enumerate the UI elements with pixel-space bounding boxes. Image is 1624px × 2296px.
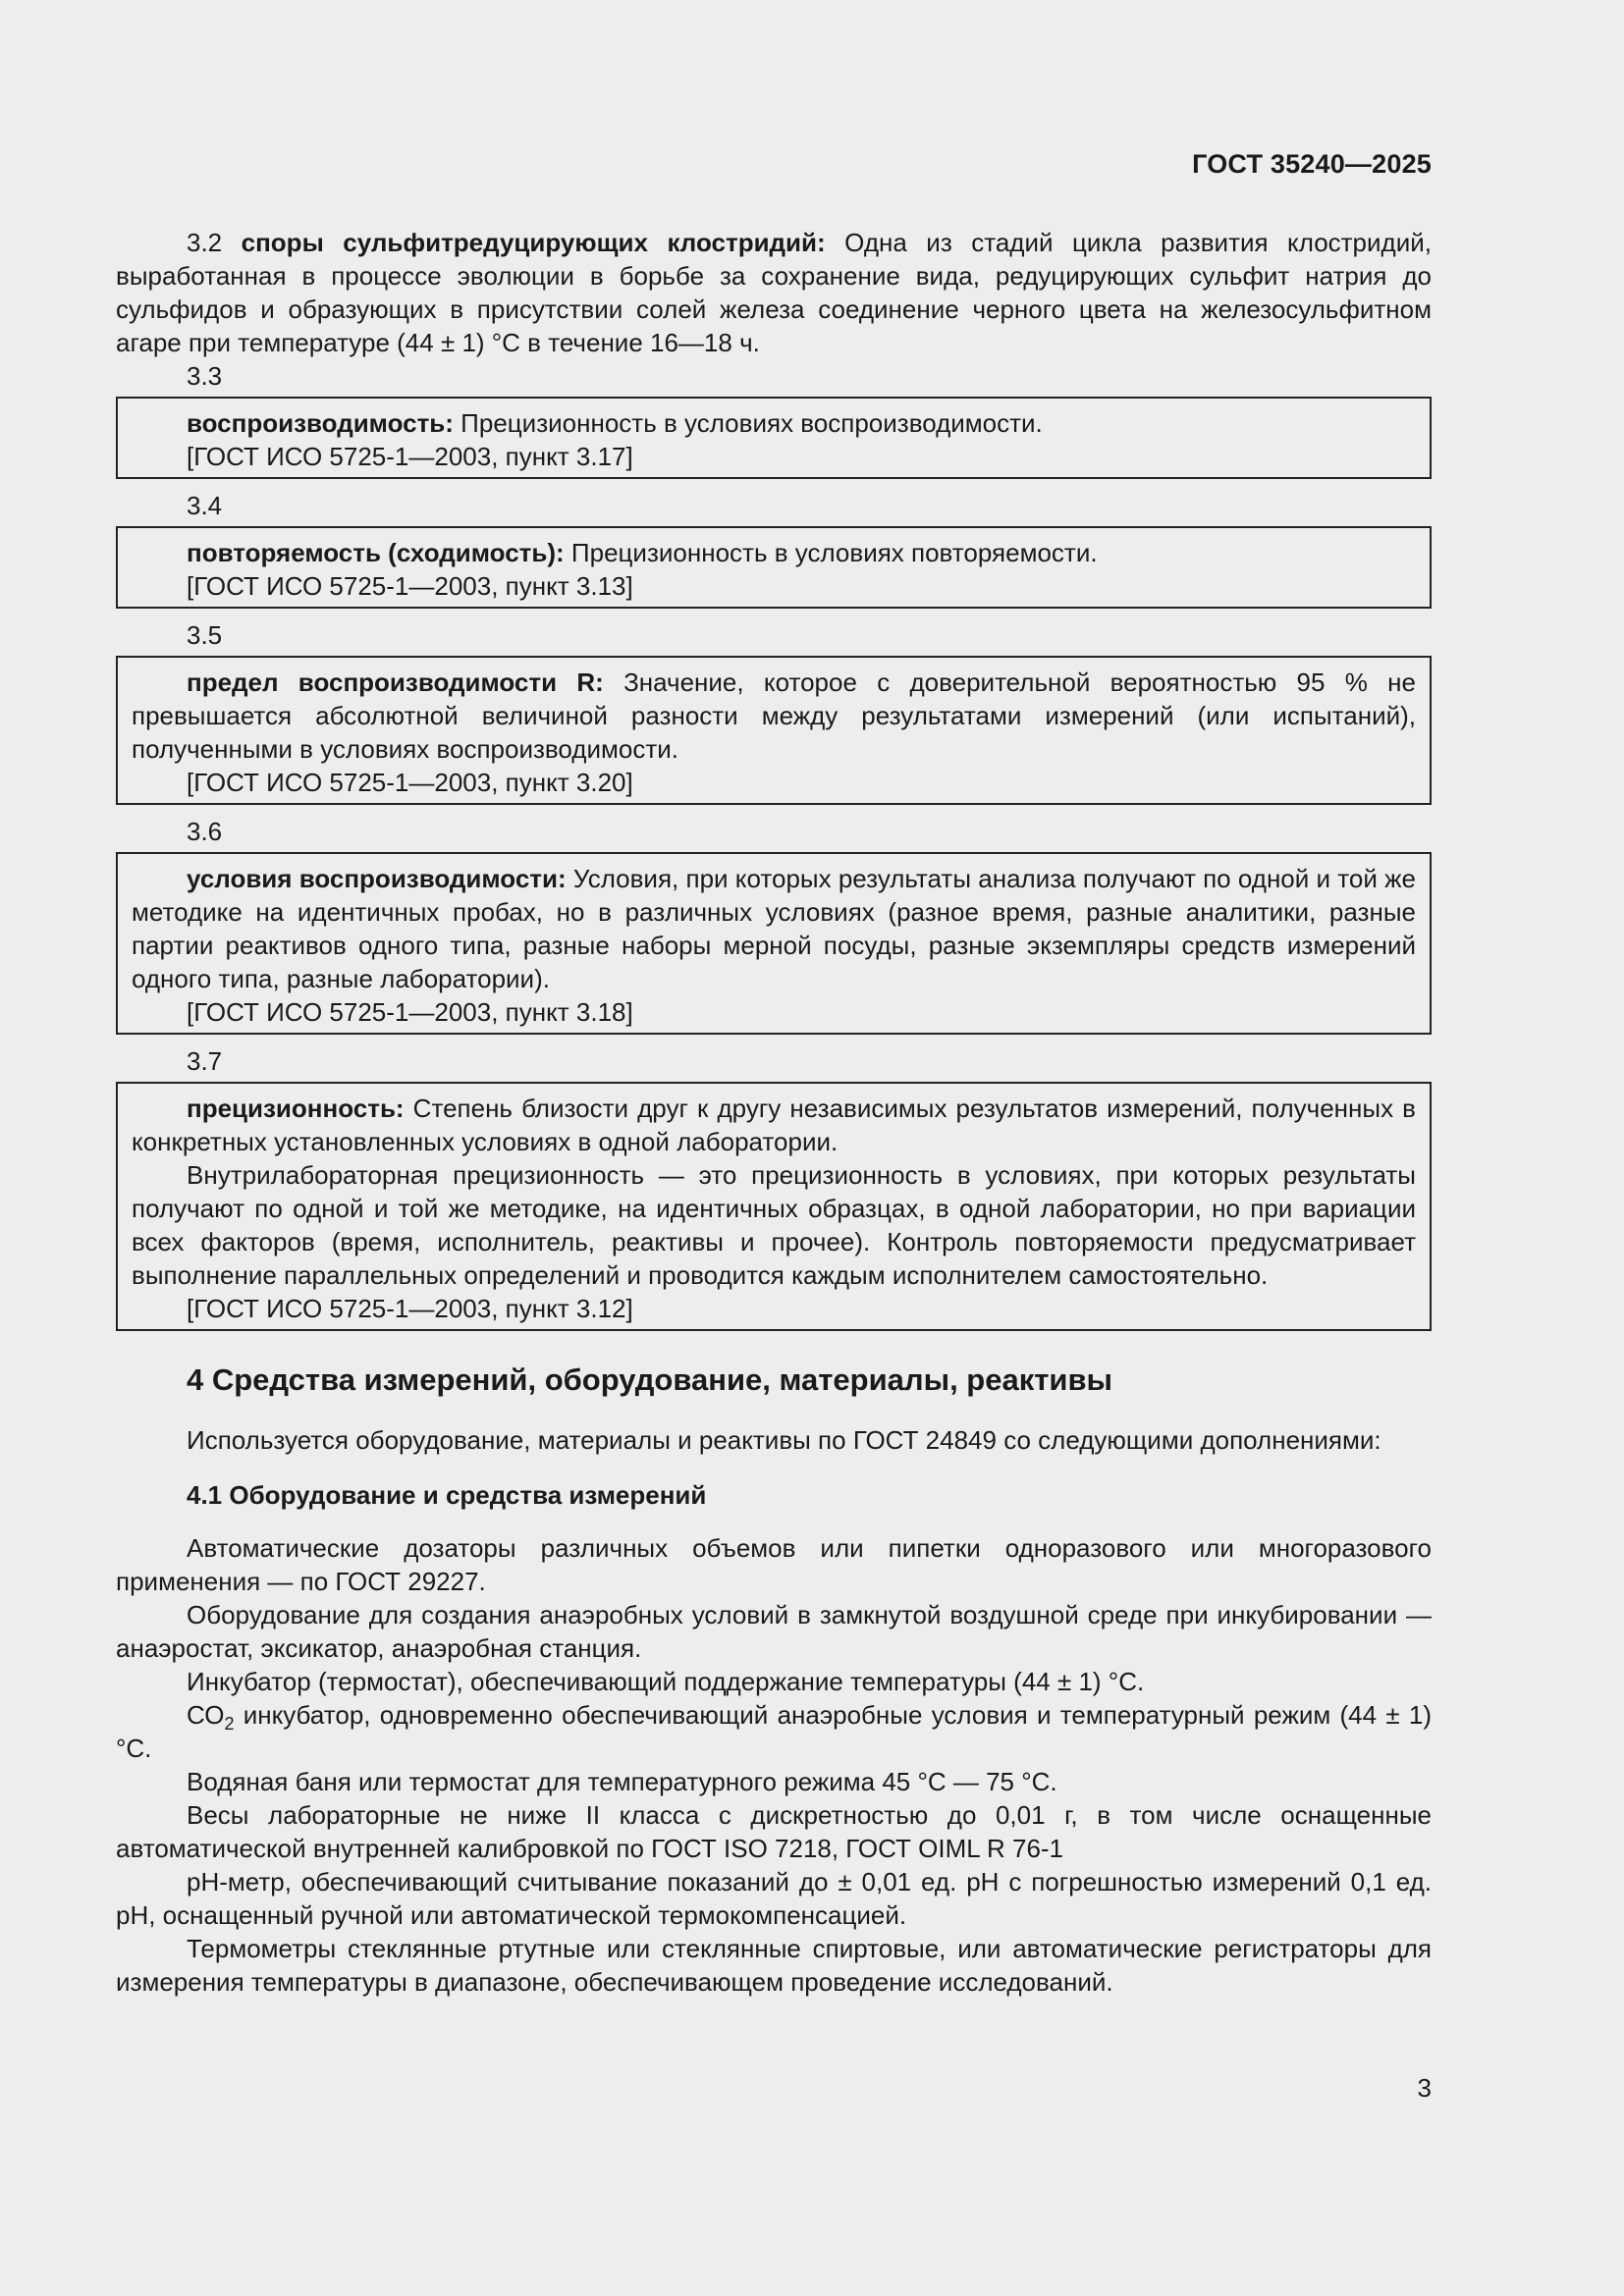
definition-source: [ГОСТ ИСО 5725-1—2003, пункт 3.20]	[187, 768, 633, 797]
clause-number-3-3: 3.3	[187, 361, 223, 391]
term-name: условия воспроизводимости:	[187, 864, 567, 893]
co2-subscript: 2	[224, 1714, 235, 1735]
equipment-item-ph-meter: pH-метр, обеспечивающий считывание показаний до ± 0,01 ед. pH с погрешностью измерений 0,1 ед. pH, оснащенный ручной или автоматической термокомпенсацией.	[116, 1867, 1432, 1930]
clause-number-3-6: 3.6	[187, 817, 223, 846]
equipment-item-water-bath: Водяная баня или термостат для температурного режима 45 °С — 75 °С.	[187, 1767, 1057, 1796]
definition-source: [ГОСТ ИСО 5725-1—2003, пункт 3.13]	[187, 571, 633, 601]
equipment-item-scales: Весы лабораторные не ниже II класса с дискретностью до 0,01 г, в том числе оснащенные автоматической внутренней калибровкой по ГОСТ ISO 7218, ГОСТ OIML R 76-1	[116, 1800, 1432, 1863]
definition-box-3-6	[116, 852, 1432, 1035]
term-name: предел воспроизводимости R:	[187, 667, 604, 697]
definition-text	[132, 406, 1416, 440]
co2-label: СО	[187, 1700, 225, 1730]
term-definition: Прецизионность в условиях воспроизводимости.	[453, 408, 1043, 438]
section-4-heading: 4 Средства измерений, оборудование, материалы, реактивы	[187, 1362, 1113, 1397]
subsection-4-1-heading: 4.1 Оборудование и средства измерений	[187, 1480, 707, 1510]
term-name: прецизионность:	[187, 1094, 405, 1123]
equipment-item-anaerobic: Оборудование для создания анаэробных условий в замкнутой воздушной среде при инкубировании — анаэростат, эксикатор, анаэробная станция.	[116, 1600, 1432, 1663]
definition-box-3-3	[116, 397, 1432, 479]
equipment-item-dispensers: Автоматические дозаторы различных объемов или пипетки одноразового или многоразового применения — по ГОСТ 29227.	[116, 1533, 1432, 1596]
term-definition: Значение, которое с доверительной вероятностью 95 % не превышается абсолютной величиной разности между результатами измерений (или испытаний), полученными в условиях воспроизводимости.	[132, 667, 1416, 764]
definition-text	[132, 862, 1416, 995]
clause-number-3-5: 3.5	[187, 620, 223, 650]
definition-3-2	[116, 226, 1432, 359]
term-definition: Степень близости друг к другу независимых результатов измерений, полученных в конкретных установленных условиях в одной лаборатории.	[132, 1094, 1416, 1156]
definition-box-3-5	[116, 656, 1432, 805]
clause-number-3-4: 3.4	[187, 491, 223, 520]
term-definition: Прецизионность в условиях повторяемости.	[564, 538, 1098, 567]
page-number: 3	[1417, 2073, 1432, 2103]
definition-text	[132, 666, 1416, 766]
clause-number: 3.2	[187, 228, 223, 257]
definition-text	[132, 536, 1416, 569]
definition-text	[132, 1092, 1416, 1158]
document-content	[116, 226, 1432, 1999]
term-definition: Условия, при которых результаты анализа получают по одной и той же методике на идентичных пробах, но в различных условиях (разное время, разные аналитики, разные партии реактивов одного типа, разные наборы мерной посуды, разные экземпляры средств измерений одного типа, разные лаборатории).	[132, 864, 1416, 993]
definition-source: [ГОСТ ИСО 5725-1—2003, пункт 3.12]	[187, 1294, 633, 1323]
definition-box-3-4	[116, 526, 1432, 609]
clause-number-3-7: 3.7	[187, 1046, 223, 1076]
definition-source: [ГОСТ ИСО 5725-1—2003, пункт 3.17]	[187, 442, 633, 471]
document-code-header: ГОСТ 35240—2025	[1192, 149, 1432, 179]
term-name: повторяемость (сходимость):	[187, 538, 565, 567]
equipment-item-incubator: Инкубатор (термостат), обеспечивающий поддержание температуры (44 ± 1) °С.	[187, 1667, 1145, 1696]
equipment-item-thermometers: Термометры стеклянные ртутные или стеклянные спиртовые, или автоматические регистраторы для измерения температуры в диапазоне, обеспечивающем проведение исследований.	[116, 1934, 1432, 1997]
section-4-intro: Используется оборудование, материалы и реактивы по ГОСТ 24849 со следующими дополнениями:	[187, 1425, 1381, 1455]
definition-box-3-7	[116, 1082, 1432, 1331]
term-name: воспроизводимость:	[187, 408, 454, 438]
definition-note: Внутрилабораторная прецизионность — это прецизионность в условиях, при которых результаты получают по одной и той же методике, на идентичных образцах, в одной лаборатории, но при вариации всех факторов (время, исполнитель, реактивы и прочее). Контроль повторяемости предусматривает выполнение параллельных определений и проводится каждым исполнителем самостоятельно.	[132, 1160, 1416, 1290]
co2-text: инкубатор, одновременно обеспечивающий анаэробные условия и температурный режим (44 ± 1) °С.	[116, 1700, 1432, 1763]
term-definition: Одна из стадий цикла развития клостридий, выработанная в процессе эволюции в борьбе за сохранение вида, редуцирующих сульфит натрия до сульфидов и образующих в присутствии солей железа соединение черного цвета на железосульфитном агаре при температуре (44 ± 1) °С в течение 16—18 ч.	[116, 228, 1432, 357]
definition-source: [ГОСТ ИСО 5725-1—2003, пункт 3.18]	[187, 997, 633, 1027]
term-name: споры сульфитредуцирующих клостридий:	[241, 228, 826, 257]
equipment-item-co2-incubator	[116, 1698, 1432, 1765]
